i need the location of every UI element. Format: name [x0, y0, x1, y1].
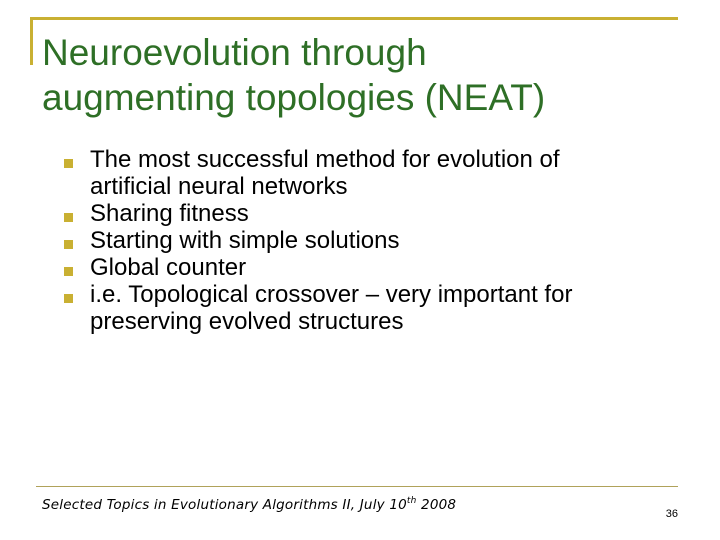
footer-superscript: th — [406, 496, 417, 506]
bullet-text-line: Sharing fitness — [90, 200, 249, 227]
bullet-text-line: artificial neural networks — [90, 173, 348, 200]
page-number: 36 — [665, 508, 678, 520]
bullet-item — [64, 254, 674, 281]
bullet-item — [64, 281, 674, 335]
bullet-text-line: preserving evolved structures — [90, 308, 404, 335]
bullet-text-line: The most successful method for evolution of — [90, 146, 560, 173]
title-frame-left-rule — [30, 17, 33, 65]
footer-text: Selected Topics in Evolutionary Algorithms II, July 10 — [42, 497, 407, 513]
slide-title-line-2: augmenting topologies (NEAT) — [42, 77, 546, 118]
bullet-text-line: Global counter — [90, 254, 247, 281]
square-bullet-icon — [64, 159, 73, 168]
bullet-text-line: i.e. Topological crossover – very important for — [90, 281, 573, 308]
bullet-item — [64, 146, 674, 200]
square-bullet-icon — [64, 240, 73, 249]
slide-footer — [42, 497, 456, 513]
footer-year: 2008 — [416, 497, 457, 513]
slide-title-line-1: Neuroevolution through — [42, 32, 427, 73]
square-bullet-icon — [64, 213, 73, 222]
bullet-text-line: Starting with simple solutions — [90, 227, 400, 254]
bullet-item — [64, 227, 674, 254]
square-bullet-icon — [64, 267, 73, 276]
bullet-list — [64, 146, 674, 335]
slide-title — [42, 30, 682, 120]
footer-divider — [36, 486, 678, 487]
bullet-item — [64, 200, 674, 227]
square-bullet-icon — [64, 294, 73, 303]
title-frame-top-rule — [30, 17, 678, 20]
